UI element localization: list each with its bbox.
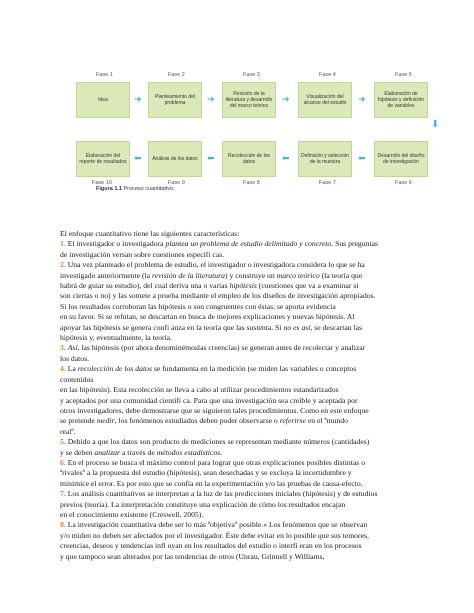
arrow-right-icon: ➜ [207, 95, 215, 105]
text-line [60, 239, 420, 249]
item-number: 3. [60, 343, 66, 353]
text-italic: no es así [283, 322, 311, 332]
arrow-left-icon: ⬅ [358, 154, 366, 164]
phase-box-1: Idea [76, 82, 130, 118]
text-run: se pretende [60, 416, 97, 426]
phase-box-2: Planteamiento del problema [148, 82, 202, 118]
process-diagram [0, 0, 474, 200]
text-line: de investigación versan sobre cuestiones específi cas. [60, 249, 225, 259]
text-run: El investigador o investigadora [65, 239, 166, 249]
figure-caption [96, 186, 175, 192]
phase-label-10: Fase 10 [92, 180, 112, 186]
text-line: los datos. [60, 353, 90, 363]
phase-label-4: Fase 4 [319, 72, 336, 78]
phase-label-8: Fase 8 [243, 180, 260, 186]
text-run: , las hipótesis (por ahora denominémoslas creencias) se generan antes de recolectar y analizar [77, 343, 366, 353]
text-run: Los análisis cuantitativos se interpretan a la luz de las predicciones iniciales (hipótesis) y de estudios [65, 489, 378, 499]
text-run: En el proceso se busca el máximo control para lograr que otras explicaciones posibles distintas o [65, 457, 366, 467]
text-italic: recolección de los datos [77, 364, 152, 374]
text-run: se fundamenta en la medición (se miden las variables o conceptos [151, 364, 357, 374]
text-run: Debido a que los datos son producto de mediciones se representan mediante números (cantidades) [65, 437, 370, 447]
item-number: 2. [60, 260, 66, 270]
text-line: minimice el error. Es por esto que se confía en la experimentación y/o las pruebas de causa-efecto. [60, 478, 363, 488]
arrow-down-icon: ⬇ [431, 119, 440, 130]
item-number: 5. [60, 437, 66, 447]
text-line: en las hipótesis). Esta recolección se lleva a cabo al utilizar procedimientos estandarizados [60, 385, 339, 395]
text-line [60, 271, 420, 281]
text-line [60, 281, 420, 291]
text-line: ªrivalesº a la propuesta del estudio (hipótesis), sean desechadas y se excluya la incertidumbre y [60, 468, 352, 478]
phase-label-1: Fase 1 [96, 72, 113, 78]
body-text [60, 229, 420, 562]
text-line: hipótesis y, eventualmente, la teoría. [60, 333, 173, 343]
text-line: Si los resultados corroboran las hipótesis o son congruentes con éstas, se aporta evidencia [60, 301, 336, 311]
text-line: realº. [60, 426, 76, 436]
arrow-left-icon: ⬅ [207, 154, 215, 164]
text-line [60, 260, 420, 270]
phase-box-6: Desarrollo del diseño de investigación [374, 141, 428, 177]
text-run: en el ªmundo [305, 416, 348, 426]
phase-label-9: Fase 9 [168, 180, 185, 186]
phase-label-6: Fase 6 [395, 180, 412, 186]
text-italic: medir [96, 416, 115, 426]
text-run: , se descartan las [310, 322, 363, 332]
text-line: en el conocimiento existente (Creswell, 2005). [60, 509, 204, 519]
text-run: La investigación cuantitativa debe ser lo más ªobjetivaº posible.« Los fenómenos que se observan [65, 520, 368, 530]
item-number: 4. [60, 364, 66, 374]
item-number: 6. [60, 457, 66, 467]
text-line [60, 458, 420, 468]
text-line [60, 343, 420, 353]
text-line: previos (teoría). La interpretación constituye una explicación de cómo los resultados encajan [60, 499, 346, 509]
text-line: contenidos [60, 374, 94, 384]
phase-box-5: Elaboración de hipótesis y definición de variables [374, 82, 428, 118]
phase-box-8: Recolección de los datos [222, 141, 276, 177]
text-run: . [220, 447, 223, 457]
text-run: Una vez planteado el problema de estudio, el investigador o investigadora considera lo que se ha [65, 260, 365, 270]
text-line [60, 489, 420, 499]
text-italic: Así [67, 343, 78, 353]
text-run: (cuestiones que va a examinar si [256, 281, 359, 291]
phase-label-3: Fase 3 [243, 72, 260, 78]
phase-box-9: Análisis de los datos [148, 141, 202, 177]
phase-label-7: Fase 7 [319, 180, 336, 186]
text-run: y se deben [60, 447, 95, 457]
text-run: , los fenómenos estudiados deben poder observarse o [114, 416, 280, 426]
text-line [60, 364, 420, 374]
text-line [60, 448, 420, 458]
arrow-right-icon: ➜ [134, 95, 142, 105]
text-line [60, 323, 420, 333]
text-line: y/o miden no deben ser afectados por el investigador. Éste debe evitar en lo posible que sus temores, [60, 530, 369, 540]
text-italic: hipótesis [229, 281, 257, 291]
figure-number: Figura 1.1 [96, 186, 122, 192]
figure-caption-text: Proceso cuantitativo. [123, 186, 175, 192]
intro-line: El enfoque cuantitativo tiene las siguientes características: [60, 229, 240, 238]
text-line: en su favor. Si se refutan, se descartan en busca de mejores explicaciones y nuevas hipótesis. Al [60, 312, 355, 322]
text-line [60, 437, 420, 447]
text-line: otros investigadores, debe demostrarse que se siguieron tales procedimientos. Como en este enfoque [60, 405, 369, 415]
text-run: (la teoría que [319, 270, 363, 280]
phase-label-5: Fase 5 [395, 72, 412, 78]
phase-box-10: Elaboración del reporte de resultados [76, 141, 130, 177]
text-line [60, 520, 420, 530]
phase-label-2: Fase 2 [168, 72, 185, 78]
item-number: 8. [60, 520, 66, 530]
text-line: son ciertas o no) y las somete a prueba mediante el empleo de los diseños de investigación apropiados. [60, 291, 376, 301]
text-line: creencias, deseos y tendencias infl uyan en los resultados del estudio o interfi eran en los procesos [60, 541, 362, 551]
text-run: investigado anteriormente (la [60, 270, 153, 280]
arrow-right-icon: ➜ [358, 95, 366, 105]
text-italic: revisión de la literatura [152, 270, 225, 280]
text-run: habrá de guiar su estudio), del cual deriva una o varias [60, 281, 230, 291]
text-italic: métodos estadísticos [156, 447, 221, 457]
item-number: 1. [60, 239, 66, 249]
arrow-left-icon: ⬅ [134, 154, 142, 164]
text-run: apoyar las hipótesis se genera confi anza en la teoría que las sustenta. Si [60, 322, 284, 332]
text-italic: marco teórico [276, 270, 320, 280]
text-run: a través de [120, 447, 157, 457]
text-italic: plantea un problema de estudio delimitado y concreto [165, 239, 332, 249]
arrow-right-icon: ➜ [282, 95, 290, 105]
phase-box-4: Visualización del alcance del estudio [298, 82, 352, 118]
text-line: y que tampoco sean alterados por las tendencias de otros (Unrau, Grinnell y Williams, [60, 551, 325, 561]
text-line: y aceptados por una comunidad científi ca. Para que una investigación sea creíble y aceptada por [60, 395, 358, 405]
item-number: 7. [60, 489, 66, 499]
text-line [60, 416, 420, 426]
text-run: La [65, 364, 78, 374]
phase-box-3: Revisión de la literatura y desarrollo del marco teórico [222, 82, 276, 118]
text-run: . Sus preguntas [331, 239, 378, 249]
text-italic: referirse [279, 416, 306, 426]
arrow-left-icon: ⬅ [282, 154, 290, 164]
text-italic: analizar [94, 447, 121, 457]
text-run: ) y construye un [224, 270, 277, 280]
phase-box-7: Definición y selección de la muestra [298, 141, 352, 177]
